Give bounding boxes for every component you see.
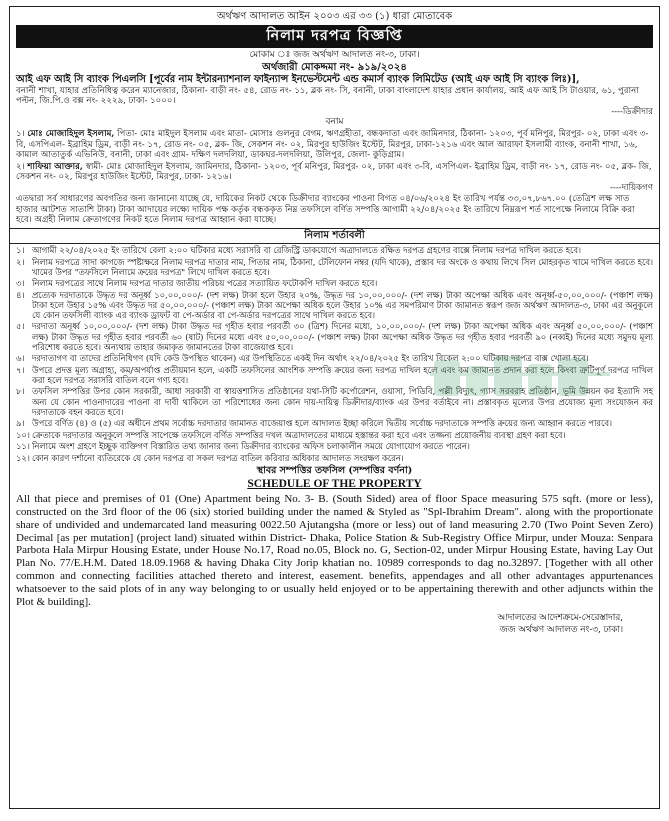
defendant-number: ১। (16, 129, 25, 140)
condition-item (16, 365, 653, 385)
condition-text: আগামী ২২/০৪/২০২৫ ইং তারিখে বেলা ২:০০ ঘটিকার মধ্যে সরাসরি বা রেজিস্ট্রি ডাকযোগে অত্রাদালতে রক্ষিত দরপত্র গ্রহণের বাক্সে নিলাম দরপত্র দাখিল করতে হবে। (32, 244, 582, 255)
schedule-title-english: SCHEDULE OF THE PROPERTY (247, 477, 422, 490)
condition-item (16, 353, 653, 363)
condition-number: ৬। (16, 353, 25, 364)
condition-item (16, 278, 653, 288)
schedule-title-bangla: স্থাবর সম্পত্তির তফসিল (সম্পত্তির বর্ণনা) (256, 465, 413, 476)
defendant-1 (16, 129, 653, 160)
schedule-description: All that piece and premises of 01 (One) Apartment being No. 3- B. (South Sided) area of floor Space measuring 575 sqft. (more or less), constructed on the 3rd floor of the 06 (six) storied building under the named & Styled as "Spl-Ibrahim Dream". along with the proportionate share of undivided and undemarcated land measuring 0022.50 Ajutangsha (more or less) out of land measuring 2.70 (Two Point Seven Zero) Decimal [as per mutation] (project land) situated within District- Dhaka, Police Station & Sub-Registry Office Mirpur, under Mouza: Senpara Parbota Hala Mirpur Housing Estate, under House No.17, Road no.05, Block no. G, Section-02, under Mirpur Housing Estate, having Lay Out Plan No. 77/E.H.M. Dated 18.09.1968 & having Dhaka City Jorip khatian no. 10989 corresponds to dag no.32897. [Together with all other common and connecting facilities attached thereto and interest, easement. benefits, appendages and all other advantages appurtenances whatsoever to the said plots of in any way belonging to or usually held enjoyed or to be appertaining therewith and other adjuncts within the Plot & building]. (16, 492, 653, 609)
condition-number: ১১। (16, 441, 30, 452)
signature-block (16, 613, 653, 636)
signature-line-1: আদালতের আদেশক্রমে-সেরেস্তাদার, (497, 613, 623, 624)
condition-text: তফসিল সম্পত্তির উপর কোন সরকারী, আধা সরকারী বা স্বায়ত্তশাসিত প্রতিষ্ঠানের যথা-সিটি কর্পোরেশন, ওয়াসা, পিডিবি, পল্লী বিদ্যুৎ, গ্যাস সরবরাহ প্রতিষ্ঠান, ভূমি উন্নয়ন কর ইত্যাদি সহ অন্য যে কোন পাওনাদারের পাওনা বা দাবী থাকিলে তা পরিশোধের জন্য কোন দায়-দায়িত্ব ডিক্রীদার/ব্যাংক এর উপর বর্তাইবে না। প্রস্তাবকৃত মূল্যের উপর প্রযোজ্য মূল্য সংযোজন কর দরদাতাকে বহন করতে হবে। (32, 386, 653, 417)
plaintiff-role: ----ডিক্রীদার (611, 106, 653, 117)
condition-number: ৫। (16, 321, 25, 332)
condition-text: কোন কারণ দর্শানো ব্যতিরেকে যে কোন দরপত্র বা সকল দরপত্র বাতিল করিবার অধিকার আদালত সংরক্ষণ করেন। (32, 452, 404, 463)
notice-banner: নিলাম দরপত্র বিজ্ঞপ্তি (16, 25, 653, 48)
defendant-name: শাফিয়া আক্তার, (27, 161, 83, 172)
plaintiff-address: বনানী শাখা, যাহার প্রতিনিধিত্ব করেন ম্যানেজার, ঠিকানা- বাড়ী নং- ৫৪, রোড নং- ১১, ব্লক নং- সি, বনানী, ঢাকা বাংলাদেশ যাহার প্রধান কার্যালয়, আই এফ আই সি টাওয়ার, ৬১, পুরানা পল্টন, জি.পি.ও বক্স নং- ২২২৯, ঢাকা- ১০০০। (16, 85, 639, 107)
condition-text: নিলামে অংশ গ্রহণে ইচ্ছুক ব্যক্তিগণ বিস্তারিত তথ্য জানার জন্য ডিক্রীদার ব্যাংকের অফিস চলাকালীন সময়ে যোগাযোগ করতে পারেন। (32, 441, 470, 452)
condition-text: প্রত্যেক দরদাতাকে উদ্ধৃত দর অনূর্ধ্ব ১০,০০,০০০/- (দশ লক্ষ) টাকা হলে উহার ২০%, উদ্ধৃত দর ১০,০০,০০০/- (দশ লক্ষ) টাকা অপেক্ষা অধিক এবং অনূর্ধ্ব-৫০,০০,০০০/- (পঞ্চাশ লক্ষ) টাকা হলে উহার ১৫% এবং উদ্ধৃত দর ৫০,০০,০০০/- (পঞ্চাশ লক্ষ) টাকা অপেক্ষা অধিক হলে উহার ১০% এর সমপরিমাণ টাকা জামানত স্বরূপ জজ অর্থঋণ আদালত-৩, ঢাকা এর অনুকূলে যে কোন তফসিলী ব্যাংক এর ব্যাংক ড্রাফট বা পে-অর্ডার বা পে-অর্ডার দরপত্রের সাথে দাখিল করতে হবে। (32, 289, 653, 320)
condition-number: ৩। (16, 278, 25, 289)
court-name: মোকাম ঃ জজ অর্থঋণ আদালত নং-৩, ঢাকা। (249, 49, 420, 60)
defendant-detail: পিতা- মোঃ মাইদুল ইসলাম এবং মাতা- মোসাঃ গুলনুর বেগম, ঋণগ্রহীতা, বন্ধকদাতা এবং জামিনদার, ঠিকানা- ১২০৩, পূর্ব মনিপুর, মিরপুর- ০২, ঢাকা এবং ৩-বি, এসপিএল- ইব্রাহিম ড্রিম, বাড়ী নং- ১৭, রোড নং- ০৫, ব্লক- জি, সেকশন নং- ০২, মিরপুর হাউজিং ইস্টেট, মিরপুর, ঢাকা-১২১৬ এবং আল আরাফা ইসলামী ব্যাংক, বনানী শাখা, ১৬, কামাল আতাতুর্ক এভিনিউ, বনানী, ঢাকা এবং গ্রাম- দক্ষিণ দলদলিয়া, ডাকঘর-দলদলিয়া, উলিপুর, জেলা- কুড়িগ্রাম। (16, 129, 649, 161)
defendant-2 (16, 162, 653, 183)
versus-label: বনাম (325, 117, 344, 128)
condition-text: উপরে বর্ণিত (৪) ও (৫) এর অধীনে প্রথম সর্বোচ্চ দরদাতার জামানত বাজেয়াপ্ত হলে আদালত ইচ্ছা করিলে দ্বিতীয় সর্বোচ্চ দরদাতাকে সম্পত্তি ক্রয়ের জন্য আহ্বান করতে পারবে। (32, 418, 613, 429)
condition-item (16, 257, 653, 277)
condition-item (16, 290, 653, 320)
condition-item (16, 418, 653, 428)
condition-number: ১২। (16, 452, 30, 463)
condition-number: ৮। (16, 386, 25, 397)
condition-text: দরদাতা অনূর্ধ্ব ১০,০০,০০০/- (দশ লক্ষ) টাকা উদ্ধৃত দর গৃহীত হবার পরবর্তী ৩০ (ত্রিশ) দিনের মধ্যে, ১০,০০,০০০/- (দশ লক্ষ) টাকা অপেক্ষা অধিক এবং অনূর্ধ্ব ৫০,০০,০০০/- (পঞ্চাশ লক্ষ) টাকা উদ্ধৃত দর গৃহীত হবার পরবর্তী ৬০ (ষাট) দিনের মধ্যে এবং ৫০,০০,০০০/- (পঞ্চাশ লক্ষ) টাকা অপেক্ষা অধিক উদ্ধৃত দর গৃহীত হবার পরবর্তী ৯০ (নব্বই) দিনের মধ্যে সমুদয় মূল্য পরিশোধ করতে হবে। অন্যথায় তাহার জমাকৃত জামানতের টাকা বাজেয়াপ্ত হবে। (32, 321, 653, 352)
conditions-title: নিলাম শর্তাবলী (10, 228, 659, 244)
defendant-detail: স্বামী- মোঃ মোজাহিদুল ইসলাম, জামিনদার, ঠিকানা- ১২০৩, পূর্ব মনিপুর, মিরপুর- ০২, ঢাকা এবং ৩-বি, এসপিএল- ইব্রাহিম ড্রিম, বাড়ী নং- ১৭, রোড নং- ০৫, ব্লক- জি, সেকশন নং- ০২, মিরপুর হাউজিং ইস্টেট, মিরপুর, ঢাকা- ১২১৬। (16, 161, 652, 183)
condition-number: ১০। (16, 429, 30, 440)
condition-item (16, 321, 653, 351)
condition-text: উপরে প্রদত্ত মূল্য অগ্রাহ্য, কম/অপর্যাপ্ত প্রতীয়মান হলে, একটি তফসিলের আংশিক সম্পত্তি ক্রয়ের জন্য দরপত্র দাখিল হলে এবং কম জামানত প্রদান করা হলে কিংবা ত্রুটিপূর্ণ দরপত্র দাখিল করা হলে দরপত্র সরাসরি বাতিল বলে গণ্য হবে। (32, 364, 653, 385)
condition-item (16, 453, 653, 463)
defendant-name: মোঃ মোজাহিদুল ইসলাম, (27, 129, 115, 140)
condition-number: ৪। (16, 289, 25, 300)
law-reference: অর্থঋণ আদালত আইন ২০০৩ এর ৩৩ (১) ধারা মোতাবেক (216, 11, 453, 22)
plaintiff-name: আই এফ আই সি ব্যাংক পিএলসি [পূর্বের নাম ইন্টারন্যাশনাল ফাইন্যান্স ইনভেস্টমেন্ট এন্ড কমার্স ব্যাংক লিমিটেড (আই এফ আই সি ব্যাংক লিঃ)], (16, 74, 580, 86)
defendant-number: ২। (16, 161, 25, 172)
signature-line-2: জজ অর্থঋণ আদালত নং-৩, ঢাকা। (499, 624, 623, 635)
condition-item (16, 245, 653, 255)
condition-item (16, 441, 653, 451)
defendants-role: ----দায়িকগণ (610, 182, 653, 193)
condition-number: ৭। (16, 364, 25, 375)
case-number: অর্থজারী মোকদ্দমা নং- ৯১৯/২০২৪ (262, 61, 407, 73)
condition-item (16, 430, 653, 440)
condition-text: নিলাম দরপত্রের সাথে নিলাম দরপত্র দাতার জাতীয় পরিচয় পত্রের সত্যায়িত ফটোকপি দাখিল করতে হবে। (32, 278, 378, 289)
conditions-list (16, 245, 653, 463)
condition-item (16, 386, 653, 416)
condition-number: ১। (16, 244, 25, 255)
condition-text: দরদাতাগণ বা তাদের প্রতিনিধিগণ (যদি কেউ উপস্থিত থাকেন) এর উপস্থিতিতে একই দিন অর্থাৎ ২২/০৪/২০২৫ ইং তারিখ বিকেল ২:০০ ঘটিকায় দরপত্র বাক্স খোলা হবে। (32, 353, 589, 364)
condition-text: নিলাম দরপত্রে সাদা কাগজে স্পষ্টাক্ষরে নিলাম দরপত্র দাতার নাম, পিতার নাম, ঠিকানা, টেলিফোন নম্বর (যদি থাকে), প্রস্তাব দর অংকে ও কথায় লিখে সিল মোহরকৃত খামে দাখিল করতে হবে। খামের উপর "তফসিলে নিলামে ক্রয়ের দরপত্র" লিখে দাখিল করতে হবে। (32, 256, 653, 277)
notice-page (9, 6, 660, 809)
condition-number: ৯। (16, 418, 25, 429)
condition-text: ক্রেতাকে দরদাতার অনুকূলে সম্পত্তি সাপেক্ষে তফসিলে বর্ণিত সম্পত্তির দখল অত্রাদালতের মাধ্যমে হস্তান্তর করা হবে এবং তজ্জন্য প্রয়োজনীয় ব্যবস্থা গ্রহণ করা হবে। (32, 429, 566, 440)
notice-paragraph: এতদ্বারা সর্ব সাধারণের অবগতির জন্য জানানো যাচ্ছে যে, দায়িকের নিকট থেকে ডিক্রীদার ব্যাংকের পাওনা বিগত ০৪/০৬/২০২৪ ইং তারিখ পর্যন্ত ৩৩,০৭,৮৬৭.০০ (তেত্রিশ লক্ষ সাত হাজার আটশত সাতাশি টাকা) টাকা আদায়ের লক্ষ্যে দায়িক পক্ষ কর্তৃক বন্ধককৃত নিম্ন তফসিলে বর্ণিত সম্পত্তি আগামী ২২/০৪/২০২৫ ইং তারিখে নিম্নরূপ শর্ত সাপেক্ষে নিলামে বিক্রি করা হবে। অগ্রহী নিলাম ক্রেতাগণের নিকট হতে নিলাম দরপত্র আহ্বান করা যাচ্ছে। (16, 194, 635, 226)
condition-number: ২। (16, 256, 25, 267)
